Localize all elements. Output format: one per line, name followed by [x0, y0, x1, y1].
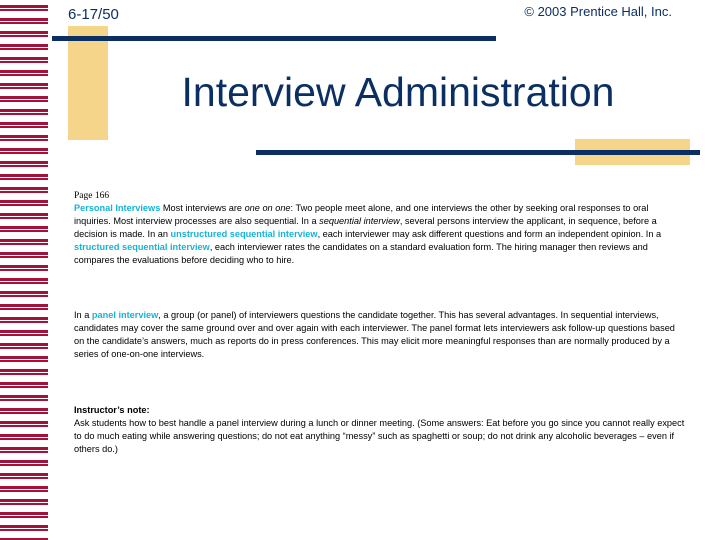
p1-emphasis-1: one on one [244, 203, 291, 213]
term-panel-interview: panel interview [91, 310, 159, 320]
instructor-note-text: Ask students how to best handle a panel interview during a lunch or dinner meeting. (Some answers: Eat before you go since you cannot really expect to do much eating while answering questions; do not eat anything “messy” such as spaghetti or soup; do not drink any alcoholic beverages – even if others do.) [74, 418, 685, 454]
slide-body [74, 190, 686, 456]
p1-text-4: , each interviewer may ask different questions and form an independent opinion. In a [317, 229, 662, 239]
decorative-rule-top [52, 36, 496, 41]
instructor-note [74, 404, 686, 456]
decorative-stripe-border [0, 0, 48, 540]
p1-text-1: Most interviews are [160, 203, 245, 213]
paragraph-personal-interviews [74, 202, 686, 267]
slide-number: 6-17/50 [68, 6, 119, 23]
instructor-note-heading: Instructor’s note: [74, 405, 150, 415]
p2-text-1: In a [74, 310, 92, 320]
paragraph-panel-interview [74, 309, 686, 361]
page-reference: Page 166 [74, 191, 110, 201]
copyright-notice: © 2003 Prentice Hall, Inc. [524, 4, 672, 19]
term-personal-interviews: Personal Interviews [74, 203, 161, 213]
term-structured-sequential: structured sequential interview [74, 242, 210, 252]
term-unstructured-sequential: unstructured sequential interview [170, 229, 318, 239]
p1-text-5: , each interviewer rates the candidates on a standard evaluation form. The hiring manager then reviews and compares the evaluations before deciding who to hire. [74, 242, 648, 265]
slide-title: Interview Administration [181, 69, 615, 115]
decorative-rule-right [256, 150, 700, 155]
p1-emphasis-2: sequential interview [319, 216, 400, 226]
stripe-edge [48, 0, 50, 540]
decorative-tan-block-top [68, 26, 108, 140]
p2-text-2: , a group (or panel) of interviewers questions the candidate together. This has several advantages. In sequential interviews, candidates may cover the same ground over and over again with each interviewer. The panel format lets interviewers ask follow-up questions based on the candidate’s answers, much as reports do in press conferences. This may elicit more meaningful responses than are normally produced by a series of one-on-one interviews. [74, 310, 675, 359]
p1-text-2: : Two people meet alone, and one interviews the other by seeking oral responses to oral inquiries. Most interview processes are also sequential. In a [74, 203, 649, 226]
p1-text-3: , several persons interview the applicant, in sequence, before a decision is made. In an [74, 216, 657, 239]
